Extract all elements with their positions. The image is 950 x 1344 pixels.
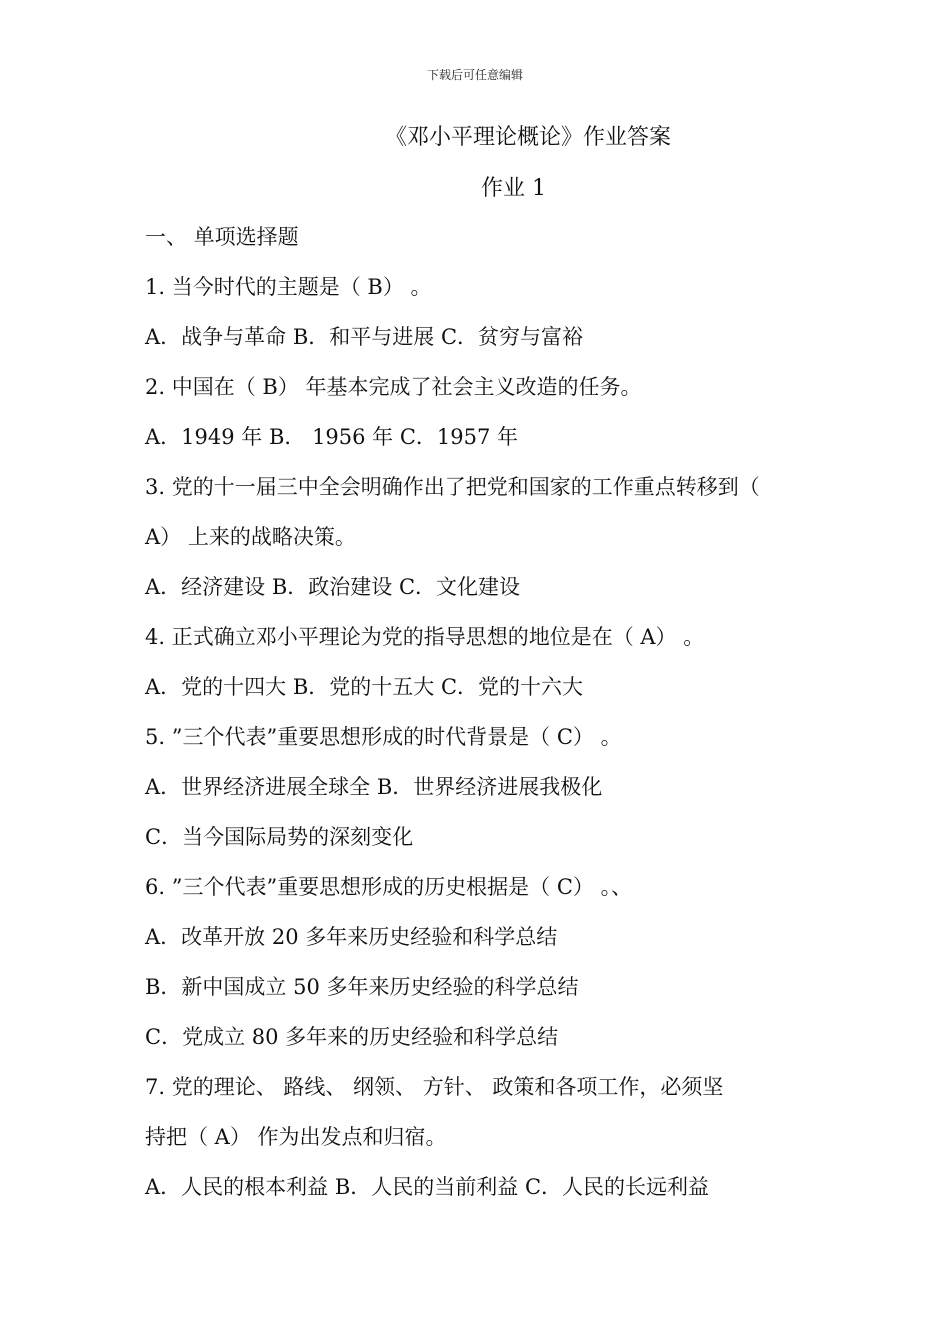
question-5-options-ab: A．世界经济进展全球全 B．世界经济进展我极化 [145,775,603,799]
header-note: 下载后可任意编辑 [426,68,523,82]
question-4-options: A．党的十四大 B．党的十五大 C．党的十六大 [145,675,584,699]
question-3: 3. 党的十一届三中全会明确作出了把党和国家的工作重点转移到（ [145,475,760,499]
question-6-option-c: C．党成立 80 多年来的历史经验和科学总结 [145,1025,559,1049]
question-2-options: A．1949 年 B． 1956 年 C．1957 年 [145,425,519,449]
question-7: 7. 党的理论、 路线、 纲领、 方针、 政策和各项工作，必须坚 [145,1075,724,1099]
question-5: 5. ”三个代表”重要思想形成的时代背景是（ C） 。 [145,725,622,749]
question-1: 1. 当今时代的主题是（ B） 。 [145,275,432,299]
question-3-options: A．经济建设 B．政治建设 C．文化建设 [145,575,521,599]
question-6: 6. ”三个代表”重要思想形成的历史根据是（ C） 。、 [145,875,633,899]
question-1-options: A．战争与革命 B．和平与进展 C．贫穷与富裕 [145,325,584,349]
question-6-option-a: A．改革开放 20 多年来历史经验和科学总结 [145,925,558,949]
document-body [145,220,825,1220]
question-3-continuation: A） 上来的战略决策。 [145,525,356,549]
section-heading: 一、 单项选择题 [145,225,299,249]
document-subtitle: 作业 1 [481,176,546,201]
question-7-continuation: 持把（ A） 作为出发点和归宿。 [145,1125,447,1149]
question-2: 2. 中国在（ B） 年基本完成了社会主义改造的任务。 [145,375,642,399]
document-title: 《邓小平理论概论》作业答案 [385,125,672,150]
question-4: 4. 正式确立邓小平理论为党的指导思想的地位是在（ A） 。 [145,625,705,649]
question-5-option-c: C．当今国际局势的深刻变化 [145,825,414,849]
question-7-options: A．人民的根本利益 B．人民的当前利益 C．人民的长远利益 [145,1175,710,1199]
question-6-option-b: B．新中国成立 50 多年来历史经验的科学总结 [145,975,579,999]
